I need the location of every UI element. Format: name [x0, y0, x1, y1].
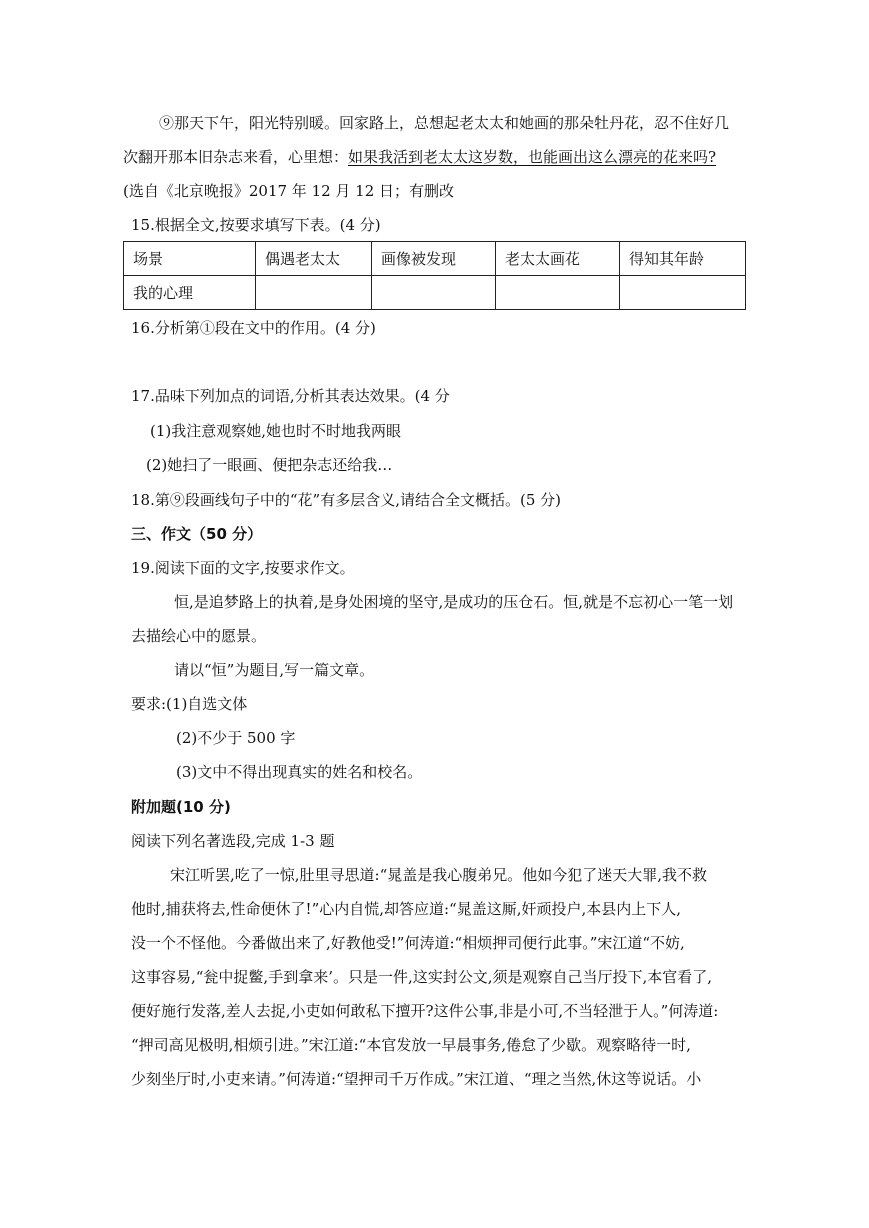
question-19-para-1-line-1: 恒,是追梦路上的执着,是身处困境的坚守,是成功的压仓石。恒,就是不忘初心一笔一划 [174, 593, 734, 611]
question-15-table [123, 241, 746, 310]
answer-cell[interactable] [372, 276, 496, 310]
excerpt-line: 便好施行发落,差人去捉,小吏如何敢私下擅开?这件公事,非是小可,不当轻泄于人。”何涛道: [131, 1002, 719, 1020]
table-header-cell: 场景 [124, 242, 256, 276]
answer-cell[interactable] [256, 276, 372, 310]
table-header-row [124, 242, 746, 276]
paragraph-9-text: 次翻开那本旧杂志来看，心里想： [123, 148, 349, 166]
question-18: 18.第⑨段画线句子中的“花”有多层含义,请结合全文概括。(5 分) [131, 491, 561, 509]
excerpt-line: 宋江听罢,吃了一惊,肚里寻思道:“晁盖是我心腹弟兄。他如今犯了迷天大罪,我不救 [170, 866, 708, 884]
question-19-para-1-line-2: 去描绘心中的愿景。 [131, 627, 267, 645]
requirement-2: (2)不少于 500 字 [176, 729, 296, 747]
question-19-para-2: 请以“恒”为题目,写一篇文章。 [174, 661, 375, 679]
table-header-cell: 得知其年龄 [620, 242, 746, 276]
excerpt-line: “押司高见极明,相烦引进。”宋江道:“本官发放一早晨事务,倦怠了少歇。观察略待一时, [131, 1036, 691, 1054]
source-citation: (选自《北京晚报》2017 年 12 月 12 日；有删改 [123, 182, 455, 200]
excerpt-line: 没一个不怪他。今番做出来了,好教他受!”何涛道:“相烦押司便行此事。”宋江道“不妨, [131, 934, 685, 952]
excerpt-line: 少刻坐厅时,小吏来请。”何涛道:“望押司千万作成。”宋江道、“理之当然,休这等说话。小 [131, 1070, 702, 1088]
paragraph-9-line-2 [123, 147, 716, 167]
table-header-cell: 老太太画花 [496, 242, 620, 276]
bonus-intro: 阅读下列名著选段,完成 1-3 题 [131, 832, 335, 850]
requirement-3: (3)文中不得出现真实的姓名和校名。 [176, 763, 423, 781]
question-19-title: 19.阅读下面的文字,按要求作文。 [131, 559, 355, 577]
table-header-cell: 偶遇老太太 [256, 242, 372, 276]
excerpt-line: 这事容易,“瓮中捉鳖,手到拿来’。只是一件,这实封公文,须是观察自己当厅投下,本官看了, [131, 968, 713, 986]
table-header-cell: 画像被发现 [372, 242, 496, 276]
question-17-title: 17.品味下列加点的词语,分析其表达效果。(4 分 [131, 387, 450, 405]
question-15-title: 15.根据全文,按要求填写下表。(4 分) [131, 216, 381, 234]
requirements-title: 要求:(1)自选文体 [131, 695, 248, 713]
table-row [124, 276, 746, 310]
table-row-label: 我的心理 [124, 276, 256, 310]
paragraph-9-line-1: ⑨那天下午，阳光特别暖。回家路上，总想起老太太和她画的那朵牡丹花，忍不住好几 [159, 114, 730, 132]
bonus-heading: 附加题(10 分) [131, 798, 231, 816]
answer-cell[interactable] [496, 276, 620, 310]
question-17-item-2: (2)她扫了一眼画、便把杂志还给我… [146, 456, 393, 474]
excerpt-line: 他时,捕获将去,性命便休了!”心内自慌,却答应道:“晁盖这厮,奸顽投户,本县内上下人, [131, 900, 682, 918]
underlined-sentence: 如果我活到老太太这岁数，也能画出这么漂亮的花来吗? [348, 148, 717, 166]
question-17-item-1: (1)我注意观察她,她也时不时地我两眼 [150, 422, 402, 440]
section-3-heading: 三、作文（50 分） [131, 525, 263, 543]
question-16: 16.分析第①段在文中的作用。(4 分) [131, 319, 376, 337]
answer-cell[interactable] [620, 276, 746, 310]
